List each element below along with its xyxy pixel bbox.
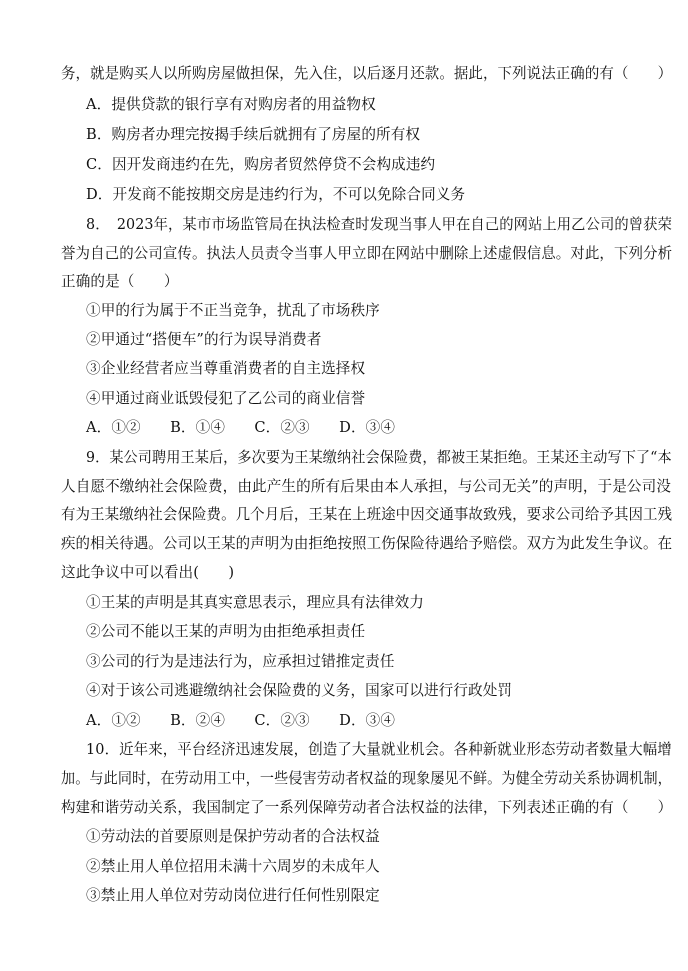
q10-item-1: ①劳动法的首要原则是保护劳动者的合法权益 — [86, 828, 380, 845]
q10-stem-line-3: 构建和谐劳动关系，我国制定了一系列保障劳动者合法权益的法律，下列表述正确的有（ ） — [61, 799, 673, 816]
q8-item-4: ④甲通过商业诋毁侵犯了乙公司的商业信誉 — [86, 390, 366, 407]
q9-stem-line-4: 疾的相关待遇。公司以王某的声明为由拒绝按照工伤保险待遇给予赔偿。双方为此发生争议。在 — [61, 535, 673, 552]
q10-stem-line-1: 10．近年来，平台经济迅速发展，创造了大量就业机会。各种新就业形态劳动者数量大幅增 — [86, 741, 672, 758]
q10-item-2: ②禁止用人单位招用未满十六周岁的未成年人 — [86, 858, 380, 875]
q10-item-3: ③禁止用人单位对劳动岗位进行任何性别限定 — [86, 887, 380, 904]
q9-stem-line-1: 9．某公司聘用王某后，多次要为王某缴纳社会保险费，都被王某拒绝。王某还主动写下了“本 — [86, 449, 672, 466]
q9-item-3: ③公司的行为是违法行为，应承担过错推定责任 — [86, 653, 395, 670]
q9-stem-line-3: 有为王某缴纳社会保险费。几个月后，王某在上班途中因交通事故致残，要求公司给予其因工残 — [61, 506, 673, 523]
q7-option-d: D．开发商不能按期交房是违约行为，不可以免除合同义务 — [86, 186, 466, 203]
q8-stem-line-2: 誉为自己的公司宣传。执法人员责令当事人甲立即在网站中删除上述虚假信息。对此，下列分析 — [61, 245, 673, 262]
q8-item-3: ③企业经营者应当尊重消费者的自主选择权 — [86, 360, 366, 377]
q8-item-2: ②甲通过“搭便车”的行为误导消费者 — [86, 331, 322, 348]
q8-item-1: ①甲的行为属于不正当竞争，扰乱了市场秩序 — [86, 302, 380, 319]
q7-stem-tail: 务，就是购买人以所购房屋做担保，先入住，以后逐月还款。据此，下列说法正确的有（ ） — [61, 65, 673, 82]
q7-option-c: C．因开发商违约在先，购房者贸然停贷不会构成违约 — [86, 156, 436, 173]
q9-choices: A．①② B．②④ C．②③ D．③④ — [86, 712, 396, 729]
q8-stem-line-3: 正确的是（ ） — [61, 273, 179, 290]
q10-stem-line-2: 加。与此同时，在劳动用工中，一些侵害劳动者权益的现象屡见不鲜。为健全劳动关系协调机制， — [61, 770, 672, 787]
q8-stem-line-1: 8． 2023年，某市市场监管局在执法检查时发现当事人甲在自己的网站上用乙公司的曾获荣 — [86, 216, 672, 233]
q7-option-b: B．购房者办理完按揭手续后就拥有了房屋的所有权 — [86, 126, 421, 143]
q9-stem-line-2: 人自愿不缴纳社会保险费，由此产生的所有后果由本人承担，与公司无关”的声明，于是公司没 — [61, 478, 672, 495]
q9-item-1: ①王某的声明是其真实意思表示，理应具有法律效力 — [86, 594, 424, 611]
q7-option-a: A．提供贷款的银行享有对购房者的用益物权 — [86, 96, 376, 113]
q9-item-4: ④对于该公司逃避缴纳社会保险费的义务，国家可以进行行政处罚 — [86, 682, 513, 699]
q9-item-2: ②公司不能以王某的声明为由拒绝承担责任 — [86, 623, 366, 640]
q9-stem-line-5: 这此争议中可以看出( ) — [61, 564, 235, 581]
q8-choices: A．①② B．①④ C．②③ D．③④ — [86, 419, 396, 436]
